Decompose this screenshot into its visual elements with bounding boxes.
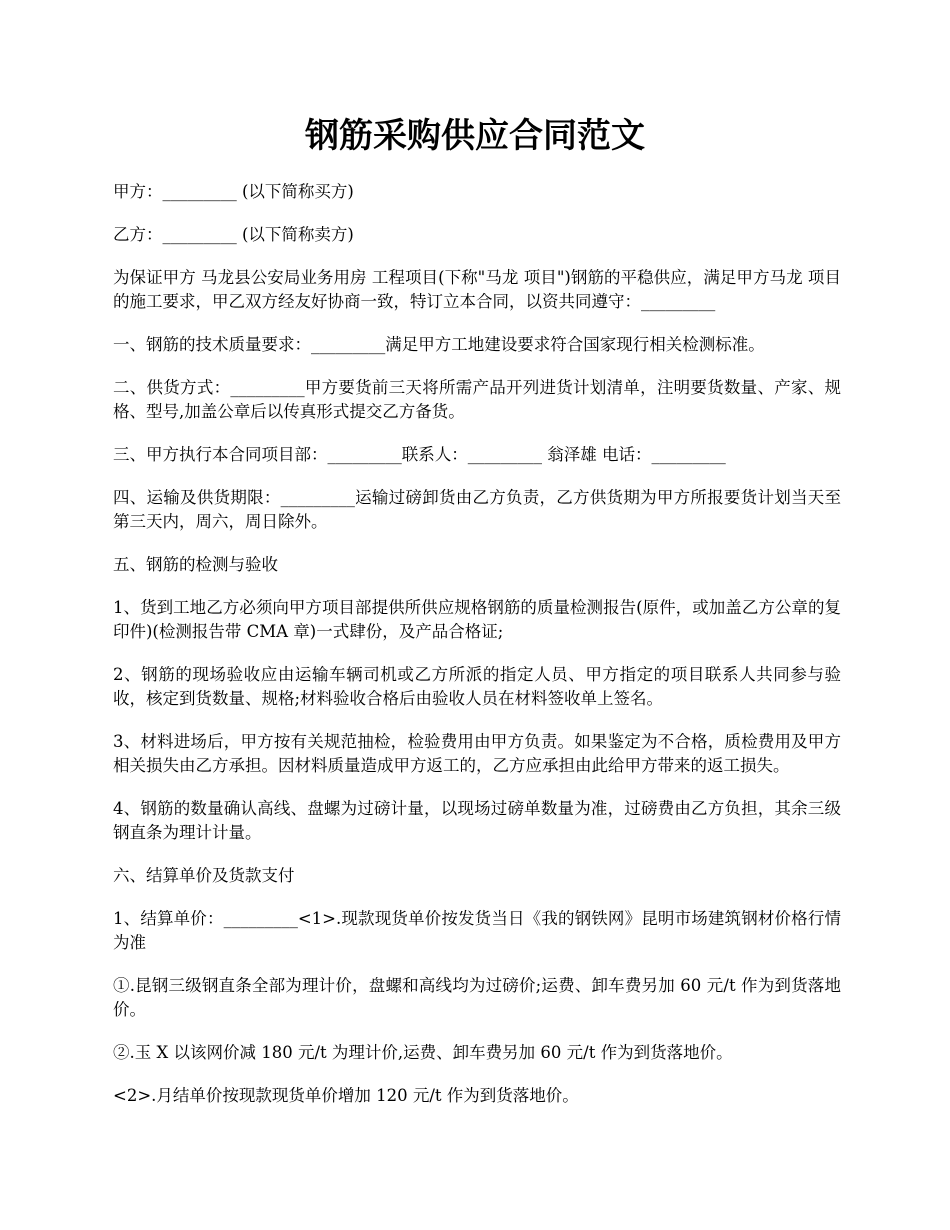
document-body [113, 180, 841, 1127]
section-6-item-1: 1、结算单价：_________<1>.现款现货单价按发货当日《我的钢铁网》昆明市场建筑钢材价格行情为准 [113, 909, 841, 952]
clause-4-transport: 四、运输及供货期限：_________运输过磅卸货由乙方负责，乙方供货期为甲方所报要货计划当天至第三天内，周六，周日除外。 [113, 488, 841, 531]
section-6-heading: 六、结算单价及货款支付 [113, 866, 295, 885]
section-5-heading: 五、钢筋的检测与验收 [113, 555, 278, 574]
section-5-item-2: 2、钢筋的现场验收应由运输车辆司机或乙方所派的指定人员、甲方指定的项目联系人共同参与验收，核定到货数量、规格;材料验收合格后由验收人员在材料签收单上签名。 [113, 665, 841, 708]
section-6-subitem-1: ①.昆钢三级钢直条全部为理计价，盘螺和高线均为过磅价;运费、卸车费另加 60 元/t 作为到货落地价。 [113, 976, 841, 1019]
section-6-subitem-2: ②.玉 X 以该网价减 180 元/t 为理计价,运费、卸车费另加 60 元/t 作为到货落地价。 [113, 1043, 733, 1062]
clause-3-project-contact: 三、甲方执行本合同项目部：_________联系人：_________ 翁泽雄 电话：_________ [113, 445, 726, 464]
section-5-item-1: 1、货到工地乙方必须向甲方项目部提供所供应规格钢筋的质量检测报告(原件，或加盖乙方公章的复印件)(检测报告带 CMA 章)一式肆份，及产品合格证; [113, 598, 841, 641]
section-5-item-4: 4、钢筋的数量确认高线、盘螺为过磅计量，以现场过磅单数量为准，过磅费由乙方负担，其余三级钢直条为理计计量。 [113, 799, 841, 842]
party-a-line: 甲方：_________ (以下简称买方) [113, 182, 354, 201]
document-title: 钢筋采购供应合同范文 [305, 116, 645, 156]
clause-1-quality: 一、钢筋的技术质量要求：_________满足甲方工地建设要求符合国家现行相关检测标准。 [113, 335, 765, 354]
section-5-item-3: 3、材料进场后，甲方按有关规范抽检，检验费用由甲方负责。如果鉴定为不合格，质检费用及甲方相关损失由乙方承担。因材料质量造成甲方返工的，乙方应承担由此给甲方带来的返工损失。 [113, 732, 841, 775]
section-6-item-2: <2>.月结单价按现款现货单价增加 120 元/t 作为到货落地价。 [113, 1086, 579, 1105]
party-b-line: 乙方：_________ (以下简称卖方) [113, 225, 354, 244]
preamble-paragraph: 为保证甲方 马龙县公安局业务用房 工程项目(下称"马龙 项目")钢筋的平稳供应，满足甲方马龙 项目的施工要求，甲乙双方经友好协商一致，特订立本合同，以资共同遵守：_________ [113, 268, 841, 311]
clause-2-supply-method: 二、供货方式：_________甲方要货前三天将所需产品开列进货计划清单，注明要货数量、产家、规格、型号,加盖公章后以传真形式提交乙方备货。 [113, 378, 841, 421]
